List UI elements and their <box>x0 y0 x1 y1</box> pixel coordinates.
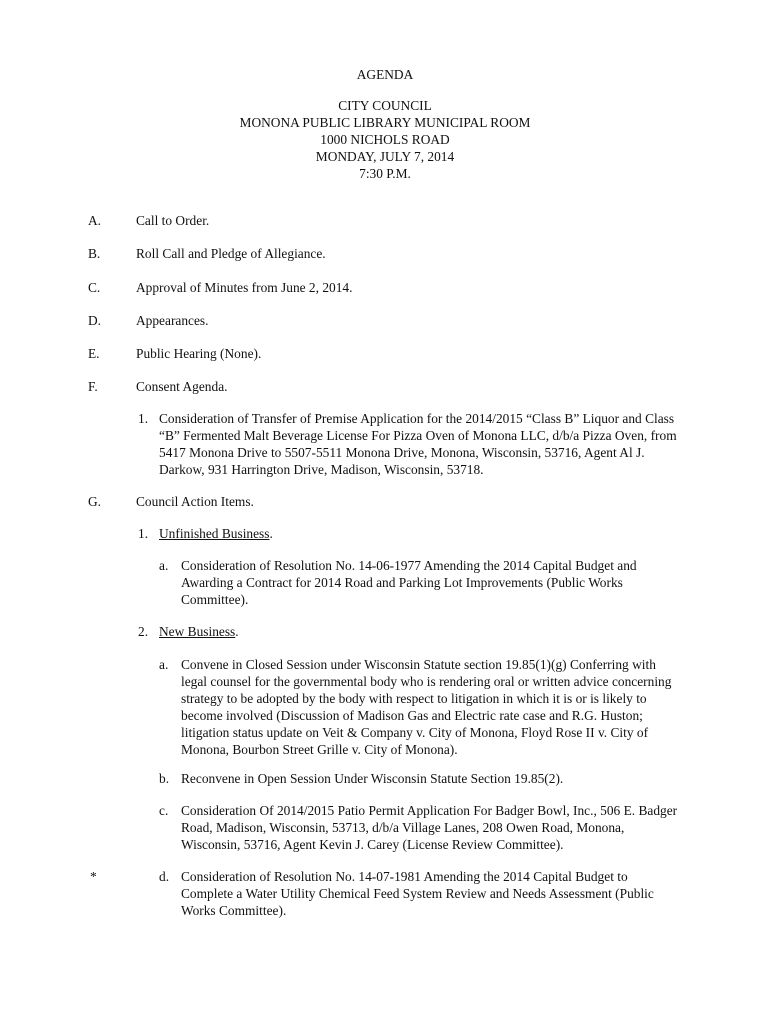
meeting-address: 1000 NICHOLS ROAD <box>320 132 450 147</box>
item-b-letter: B. <box>88 246 101 261</box>
new-d-line: Works Committee). <box>181 903 287 918</box>
new-c-letter: c. <box>159 803 169 818</box>
unfinished-a-line: Consideration of Resolution No. 14-06-1977 Amending the 2014 Capital Budget and <box>181 558 637 573</box>
new-a-line: legal counsel for the governmental body who is rendering oral or written advice concerning <box>181 674 672 689</box>
unfinished-heading-label: Unfinished Business <box>159 526 270 541</box>
unfinished-a-line: Committee). <box>181 592 249 607</box>
new-c-line: Consideration Of 2014/2015 Patio Permit Application For Badger Bowl, Inc., 506 E. Badger <box>181 803 678 818</box>
item-a-text: Call to Order. <box>136 213 210 228</box>
meeting-location: MONONA PUBLIC LIBRARY MUNICIPAL ROOM <box>239 115 531 130</box>
item-c-letter: C. <box>88 280 101 295</box>
new-a-line: Monona, Bourbon Street Grille v. City of Monona). <box>181 742 458 757</box>
new-a-line: strategy to be adopted by the body with respect to litigation in which it is or is likely to <box>181 691 647 706</box>
unfinished-heading-period: . <box>269 526 273 541</box>
new-d-letter: d. <box>159 869 170 884</box>
meeting-time: 7:30 P.M. <box>359 166 411 181</box>
item-f1-line: 5417 Monona Drive to 5507-5511 Monona Drive, Monona, Wisconsin, 53716, Agent Al J. <box>159 445 645 460</box>
new-business-number: 2. <box>138 624 149 639</box>
item-d-letter: D. <box>88 313 102 328</box>
meeting-date: MONDAY, JULY 7, 2014 <box>315 149 455 164</box>
new-business-heading-period: . <box>235 624 239 639</box>
new-c-line: Road, Madison, Wisconsin, 53713, d/b/a Village Lanes, 208 Owen Road, Monona, <box>181 820 625 835</box>
item-f-text: Consent Agenda. <box>136 379 228 394</box>
new-a-line: litigation status update on Veit & Company v. City of Monona, Floyd Rose II v. City of <box>181 725 649 740</box>
item-e-letter: E. <box>88 346 100 361</box>
new-b-letter: b. <box>159 771 170 786</box>
council-name: CITY COUNCIL <box>338 98 432 113</box>
item-g-text: Council Action Items. <box>136 494 254 509</box>
new-a-line: Convene in Closed Session under Wisconsin Statute section 19.85(1)(g) Conferring with <box>181 657 656 672</box>
unfinished-number: 1. <box>138 526 149 541</box>
item-f1-line: Consideration of Transfer of Premise Application for the 2014/2015 “Class B” Liquor and Class <box>159 411 675 426</box>
item-d-text: Appearances. <box>136 313 209 328</box>
item-f1-line: Darkow, 931 Harrington Drive, Madison, Wisconsin, 53718. <box>159 462 484 477</box>
unfinished-a-letter: a. <box>159 558 169 573</box>
new-c-line: Wisconsin, 53716, Agent Kevin J. Carey (License Review Committee). <box>181 837 564 852</box>
item-a-letter: A. <box>88 213 102 228</box>
agenda-title: AGENDA <box>356 67 414 82</box>
new-business-heading <box>159 623 239 640</box>
item-f-letter: F. <box>88 379 98 394</box>
item-g-letter: G. <box>88 494 102 509</box>
unfinished-heading <box>159 525 273 542</box>
item-f1-line: “B” Fermented Malt Beverage License For Pizza Oven of Monona LLC, d/b/a Pizza Oven, from <box>159 428 677 443</box>
item-f1-number: 1. <box>138 411 149 426</box>
new-d-line: Consideration of Resolution No. 14-07-1981 Amending the 2014 Capital Budget to <box>181 869 628 884</box>
item-b-text: Roll Call and Pledge of Allegiance. <box>136 246 326 261</box>
new-b-line: Reconvene in Open Session Under Wisconsin Statute Section 19.85(2). <box>181 771 564 786</box>
new-d-line: Complete a Water Utility Chemical Feed System Review and Needs Assessment (Public <box>181 886 654 901</box>
unfinished-a-line: Awarding a Contract for 2014 Road and Parking Lot Improvements (Public Works <box>181 575 623 590</box>
new-a-letter: a. <box>159 657 169 672</box>
new-a-line: become involved (Discussion of Madison Gas and Electric rate case and R.G. Huston; <box>181 708 643 723</box>
item-c-text: Approval of Minutes from June 2, 2014. <box>136 280 353 295</box>
item-e-text: Public Hearing (None). <box>136 346 262 361</box>
new-d-asterisk: * <box>90 869 97 884</box>
new-business-heading-label: New Business <box>159 624 236 639</box>
